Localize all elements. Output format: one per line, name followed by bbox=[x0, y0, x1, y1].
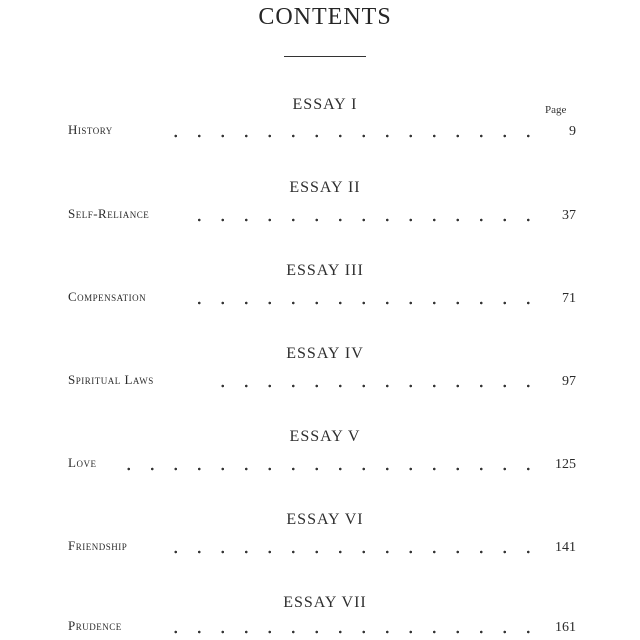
essay-heading: ESSAY II bbox=[289, 179, 361, 196]
page-column-label: Page bbox=[545, 104, 567, 116]
dot-leader bbox=[156, 134, 540, 138]
entry-title: History bbox=[68, 122, 113, 137]
entry-title: Compensation bbox=[68, 289, 147, 304]
entry-page-number: 97 bbox=[562, 374, 576, 389]
entry-title: Love bbox=[68, 455, 97, 470]
entry-page-number: 37 bbox=[562, 208, 576, 223]
dot-leader bbox=[196, 301, 540, 305]
essay-heading: ESSAY VI bbox=[286, 511, 364, 528]
essay-heading: ESSAY V bbox=[289, 428, 361, 445]
entry-page-number: 9 bbox=[569, 124, 576, 139]
entry-page-number: 161 bbox=[555, 620, 576, 635]
entry-title: Prudence bbox=[68, 618, 122, 633]
entry-title: Self-Reliance bbox=[68, 206, 150, 221]
entry-title: Friendship bbox=[68, 538, 128, 553]
essay-heading: ESSAY III bbox=[286, 262, 364, 279]
toc-entry[interactable] bbox=[68, 616, 580, 636]
dot-leader bbox=[118, 467, 540, 471]
entry-page-number: 125 bbox=[555, 457, 576, 472]
page-title: CONTENTS bbox=[258, 4, 392, 30]
toc-entry[interactable] bbox=[68, 204, 580, 224]
toc-entry[interactable] bbox=[68, 536, 580, 556]
essay-heading: ESSAY IV bbox=[286, 345, 364, 362]
dot-leader bbox=[172, 550, 540, 554]
toc-entry[interactable] bbox=[68, 453, 580, 473]
toc-entry[interactable] bbox=[68, 287, 580, 307]
dot-leader bbox=[160, 630, 540, 634]
entry-page-number: 71 bbox=[562, 291, 576, 306]
toc-entry[interactable] bbox=[68, 120, 580, 140]
essay-heading: ESSAY VII bbox=[283, 594, 367, 611]
toc-entry[interactable] bbox=[68, 370, 580, 390]
dot-leader bbox=[198, 218, 540, 222]
essay-heading: ESSAY I bbox=[292, 96, 358, 113]
title-divider bbox=[284, 56, 366, 57]
entry-page-number: 141 bbox=[555, 540, 576, 555]
entry-title: Spiritual Laws bbox=[68, 372, 154, 387]
dot-leader bbox=[204, 384, 540, 388]
